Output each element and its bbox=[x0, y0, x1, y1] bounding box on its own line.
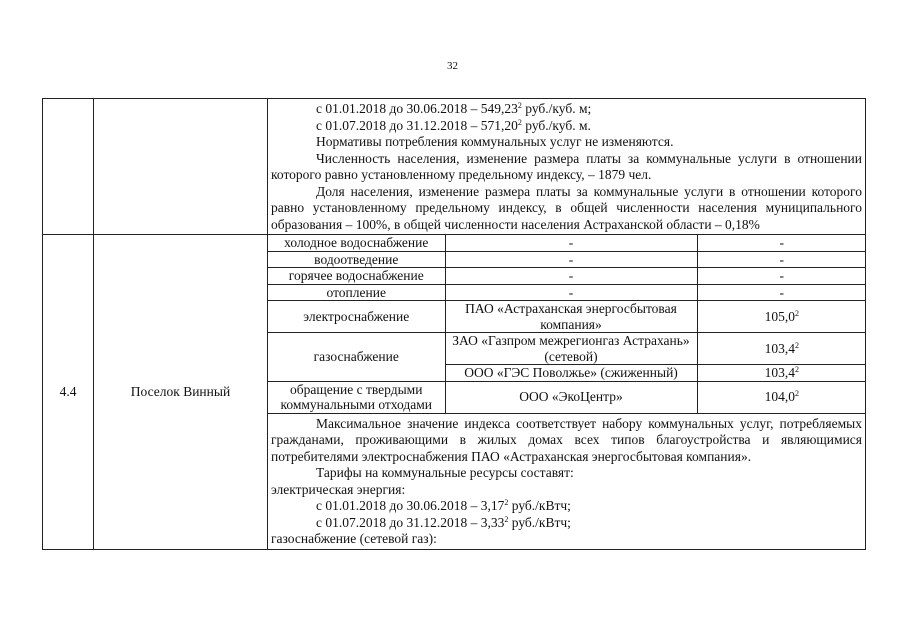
share-paragraph: Доля населения, изменение размера платы за коммунальные услуги в отношении которого равно установленному предельному индексу, в общей численности населения муниципального образования – 100%, в общей численности населения Астраханской области – 0,18% bbox=[271, 183, 862, 232]
service-row bbox=[268, 251, 866, 268]
table-row-previous bbox=[43, 99, 866, 235]
tariff-line: с 01.07.2018 до 31.12.2018 – 3,33$^2$ руб./кВтч; bbox=[316, 514, 571, 530]
provider-name: ООО «ЭкоЦентр» bbox=[445, 381, 697, 413]
index-value: - bbox=[697, 284, 866, 301]
service-row bbox=[268, 235, 866, 251]
service-row bbox=[268, 301, 866, 333]
service-row bbox=[268, 284, 866, 301]
service-name: электроснабжение bbox=[268, 301, 445, 333]
service-row bbox=[268, 333, 866, 365]
service-name: отопление bbox=[268, 284, 445, 301]
services-table bbox=[268, 235, 866, 413]
cell-name-empty bbox=[94, 99, 268, 235]
index-value: - bbox=[697, 251, 866, 268]
tariffs-intro: Тарифы на коммунальные ресурсы составят: bbox=[316, 465, 574, 480]
tariff-line: с 01.01.2018 до 30.06.2018 – 549,23$^2$ руб./куб. м; bbox=[316, 101, 592, 116]
provider-name: - bbox=[445, 284, 697, 301]
page-number: 32 bbox=[447, 60, 458, 72]
gas-label: газоснабжение (сетевой газ): bbox=[271, 531, 437, 546]
tariff-table bbox=[42, 98, 866, 550]
service-name: горячее водоснабжение bbox=[268, 268, 445, 285]
max-index-paragraph: Максимальное значение индекса соответствует набору коммунальных услуг, потребляемых гражданами, проживающими в жилых домах всех типов благоустройства и являющимися потребителями электроснабжения ПАО «Астраханская энергосбытовая компания». bbox=[271, 415, 862, 464]
index-value: 103,4$^2$ bbox=[697, 333, 866, 365]
index-value: 105,0$^2$ bbox=[697, 301, 866, 333]
table-row-4-4 bbox=[43, 235, 866, 550]
service-row bbox=[268, 381, 866, 413]
provider-name: - bbox=[445, 251, 697, 268]
tariff-line: с 01.01.2018 до 30.06.2018 – 3,17$^2$ руб./кВтч; bbox=[316, 498, 571, 513]
norms-paragraph: Нормативы потребления коммунальных услуг не изменяются. bbox=[316, 134, 674, 149]
cell-number-empty bbox=[43, 99, 94, 235]
population-paragraph: Численность населения, изменение размера платы за коммунальные услуги в отношении которого равно установленному предельному индексу, – 1879 чел. bbox=[271, 150, 862, 182]
cell-description-previous bbox=[268, 99, 866, 235]
tariff-line: с 01.07.2018 до 31.12.2018 – 571,20$^2$ руб./куб. м. bbox=[316, 117, 591, 133]
service-name: водоотведение bbox=[268, 251, 445, 268]
index-value: - bbox=[697, 235, 866, 251]
provider-name: ПАО «Астраханская энергосбытовая компания» bbox=[445, 301, 697, 333]
service-name: холодное водоснабжение bbox=[268, 235, 445, 251]
index-value: - bbox=[697, 268, 866, 285]
service-row bbox=[268, 268, 866, 285]
service-name: газоснабжение bbox=[268, 333, 445, 382]
settlement-name: Поселок Винный bbox=[94, 235, 268, 550]
electricity-label: электрическая энергия: bbox=[271, 481, 406, 497]
provider-name: - bbox=[445, 268, 697, 285]
row-number: 4.4 bbox=[43, 235, 94, 550]
provider-name: - bbox=[445, 235, 697, 251]
provider-name: ЗАО «Газпром межрегионгаз Астрахань» (сетевой) bbox=[445, 333, 697, 365]
service-name: обращение с твердыми коммунальными отходами bbox=[268, 381, 445, 413]
cell-description-4-4 bbox=[268, 235, 866, 550]
provider-name: ООО «ГЭС Поволжье» (сжиженный) bbox=[445, 365, 697, 382]
index-value: 103,4$^2$ bbox=[697, 365, 866, 382]
index-value: 104,0$^2$ bbox=[697, 381, 866, 413]
